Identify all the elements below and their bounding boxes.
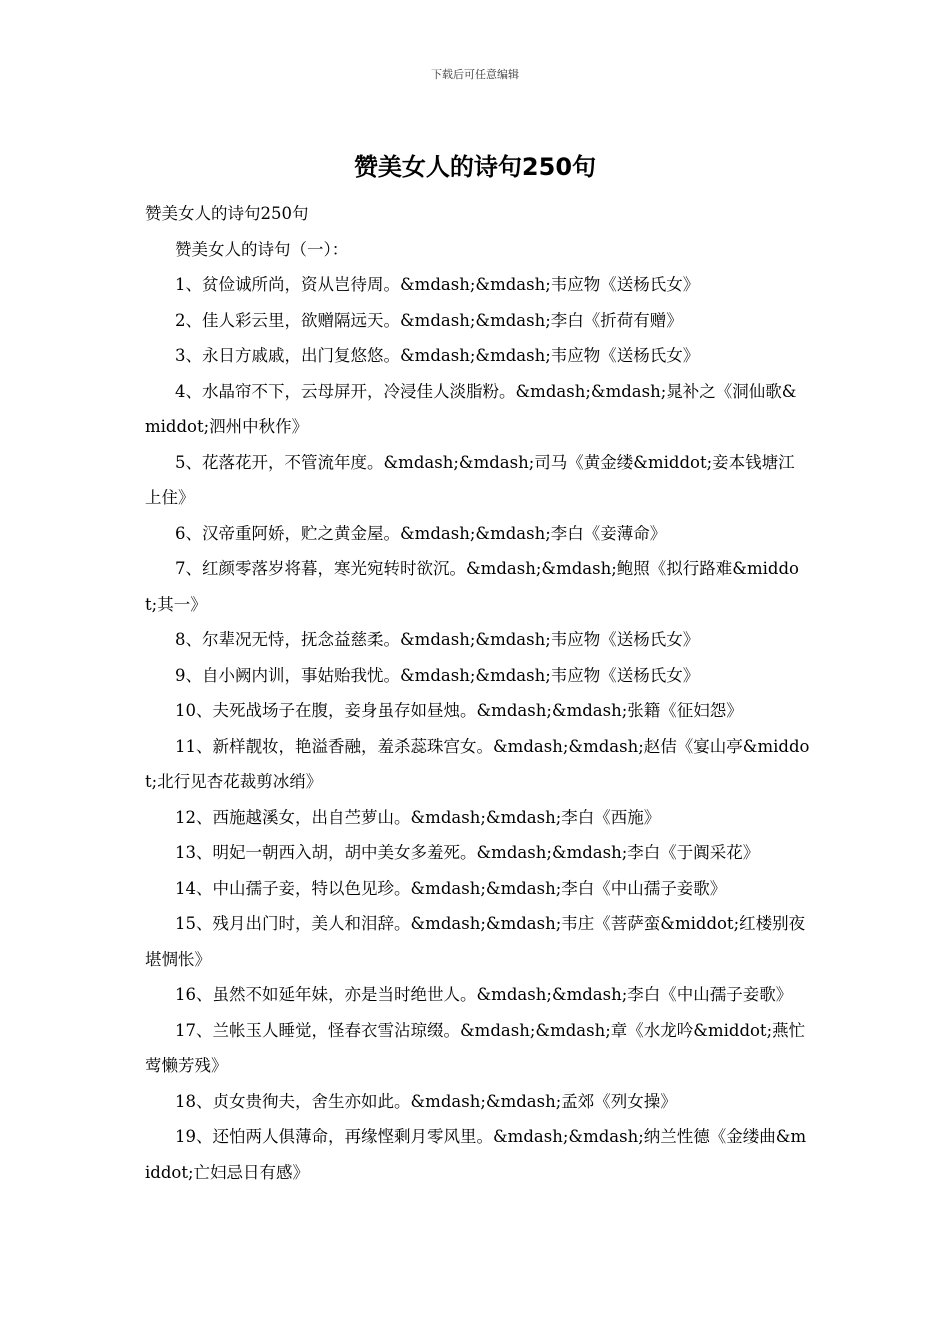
paragraph: 12、西施越溪女，出自苎萝山。&mdash;&mdash;李白《西施》: [175, 807, 661, 827]
paragraph: 13、明妃一朝西入胡，胡中美女多羞死。&mdash;&mdash;李白《于阗采花》: [175, 843, 760, 862]
paragraph: 15、残月出门时，美人和泪辞。&mdash;&mdash;韦庄《菩萨蛮&middot;红楼别夜堪惆怅》: [145, 914, 806, 969]
paragraph: 17、兰帐玉人睡觉，怪春衣雪沾琼缀。&mdash;&mdash;章《水龙吟&middot;燕忙莺懒芳残》: [145, 1020, 806, 1075]
paragraph: 8、尔辈况无恃，抚念益慈柔。&mdash;&mdash;韦应物《送杨氏女》: [175, 630, 700, 649]
paragraph: 16、虽然不如延年妹，亦是当时绝世人。&mdash;&mdash;李白《中山孺子妾歌》: [175, 985, 793, 1004]
paragraph: 4、水晶帘不下，云母屏开，冷浸佳人淡脂粉。&mdash;&mdash;晁补之《洞仙歌&middot;泗州中秋作》: [145, 381, 797, 436]
document-title: 赞美女人的诗句250句: [353, 153, 597, 181]
paragraph: 6、汉帝重阿娇，贮之黄金屋。&mdash;&mdash;李白《妾薄命》: [175, 523, 667, 543]
paragraph: 10、夫死战场子在腹，妾身虽存如昼烛。&mdash;&mdash;张籍《征妇怨》: [175, 701, 743, 720]
page-header-note: 下载后可任意编辑: [431, 68, 519, 81]
paragraph: 11、新样靓妆，艳溢香融，羞杀蕊珠宫女。&mdash;&mdash;赵佶《宴山亭&middot;北行见杏花裁剪冰绡》: [145, 736, 810, 791]
paragraph: 7、红颜零落岁将暮，寒光宛转时欲沉。&mdash;&mdash;鲍照《拟行路难&middot;其一》: [145, 559, 799, 614]
document-body: [145, 196, 810, 1190]
paragraph: 5、花落花开，不管流年度。&mdash;&mdash;司马《黄金缕&middot;妾本钱塘江上住》: [145, 452, 795, 507]
paragraph: 19、还怕两人俱薄命，再缘悭剩月零风里。&mdash;&mdash;纳兰性德《金缕曲&middot;亡妇忌日有感》: [145, 1127, 807, 1182]
paragraph: 赞美女人的诗句250句: [145, 204, 309, 223]
paragraph: 赞美女人的诗句（一）：: [175, 239, 349, 259]
paragraph: 14、中山孺子妾，特以色见珍。&mdash;&mdash;李白《中山孺子妾歌》: [175, 878, 727, 898]
paragraph: 2、佳人彩云里，欲赠隔远天。&mdash;&mdash;李白《折荷有赠》: [175, 310, 683, 330]
paragraph: 3、永日方戚戚，出门复悠悠。&mdash;&mdash;韦应物《送杨氏女》: [175, 346, 700, 365]
paragraph: 1、贫俭诚所尚，资从岂待周。&mdash;&mdash;韦应物《送杨氏女》: [175, 275, 700, 294]
paragraph: 18、贞女贵徇夫，舍生亦如此。&mdash;&mdash;孟郊《列女操》: [175, 1091, 677, 1111]
paragraph: 9、自小阙内训，事姑贻我忧。&mdash;&mdash;韦应物《送杨氏女》: [175, 665, 700, 685]
